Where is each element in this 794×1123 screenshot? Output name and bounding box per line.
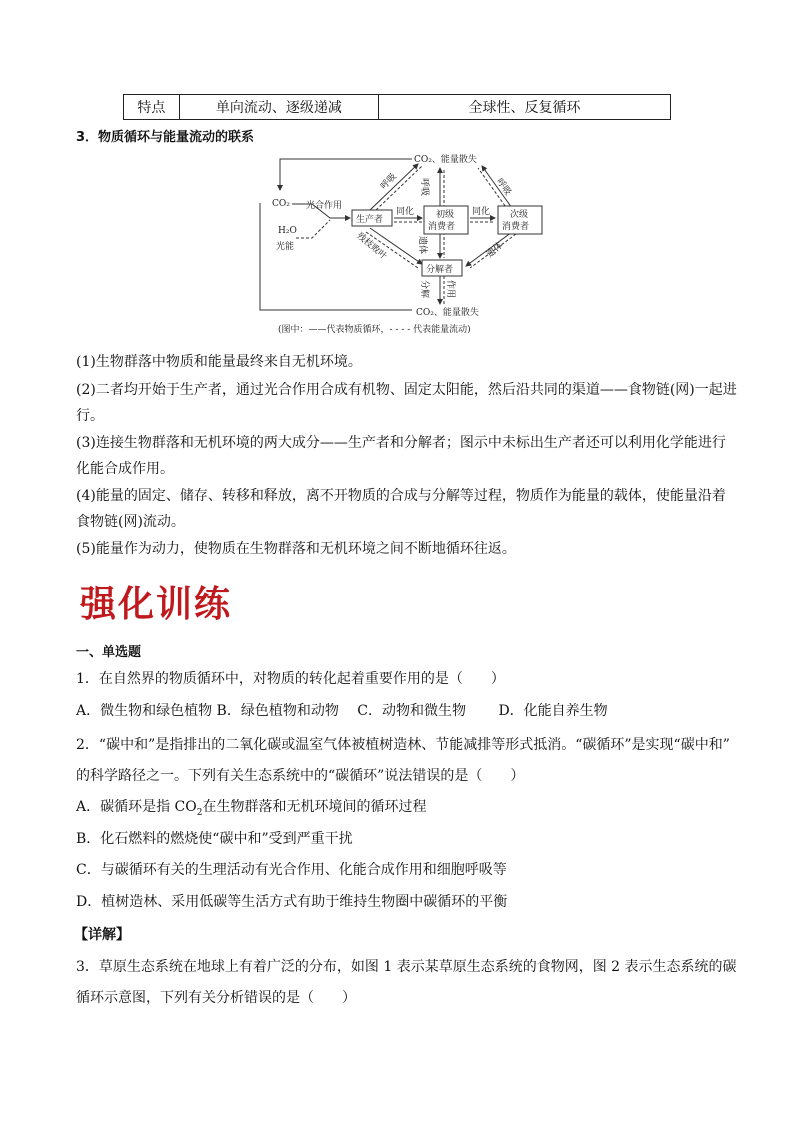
photosynthesis-label: 光合作用 xyxy=(306,201,343,211)
respiration-label-2: 呼吸 xyxy=(419,178,429,197)
para-4-line-1: (4)能量的固定、储存、转移和释放，离不开物质的合成与分解等过程，物质作为能量的载体，使能量沿着 xyxy=(76,488,726,504)
q2-stem-line-2: 的科学路径之一。下列有关生态系统中的“碳循环”说法错误的是（ ） xyxy=(76,768,525,784)
diagram-caption: (图中：——代表物质循环，- - - - 代表能量流动) xyxy=(278,325,471,335)
q3-stem-line-1: 3．草原生态系统在地球上有着广泛的分布，如图 1 表示某草原生态系统的食物网，图 2 表示生态系统的碳 xyxy=(76,959,737,975)
para-2-line-1: (2)二者均开始于生产者，通过光合作用合成有机物、固定太阳能，然后沿共同的渠道——食物链(网)一起进 xyxy=(76,382,737,398)
para-5: (5)能量作为动力，使物质在生物群落和无机环境之间不断地循环往返。 xyxy=(76,541,516,557)
para-2-line-2: 行。 xyxy=(76,408,104,424)
comparison-table-row xyxy=(123,94,671,120)
cycle-diagram xyxy=(250,148,550,338)
q2-option-c: C．与碳循环有关的生理活动有光合作用、化能合成作用和细胞呼吸等 xyxy=(76,862,507,878)
secondary-consumer-label-1: 次级 xyxy=(510,210,529,220)
primary-consumer-label-1: 初级 xyxy=(436,210,455,220)
training-banner: 强化训练 xyxy=(80,583,233,625)
litter-label: 残枝败叶 xyxy=(354,231,389,262)
q1-stem: 1．在自然界的物质循环中，对物质的转化起着重要作用的是（ ） xyxy=(76,671,505,687)
q2-option-d: D．植树造林、采用低碳等生活方式有助于维持生物圈中碳循环的平衡 xyxy=(76,894,508,910)
light-label: 光能 xyxy=(276,242,295,252)
para-1: (1)生物群落中物质和能量最终来自无机环境。 xyxy=(76,354,362,370)
h2o-label: H₂O xyxy=(278,226,297,236)
decomposer-label: 分解者 xyxy=(426,265,454,275)
q3-stem-line-2: 循环示意图，下列有关分析错误的是（ ） xyxy=(76,990,356,1006)
remains-label-1: 遗体 xyxy=(417,236,427,255)
primary-consumer-label-2: 消费者 xyxy=(428,222,456,232)
q2-option-a-pre: A．碳循环是指 CO xyxy=(76,799,197,815)
decompose-label-2: 作用 xyxy=(445,280,455,299)
remains-label-2: 遗体 xyxy=(485,240,506,260)
respiration-label-1: 呼吸 xyxy=(379,171,399,192)
q2-option-b: B．化石燃料的燃烧使“碳中和”受到严重干扰 xyxy=(76,831,353,847)
respiration-label-3: 呼吸 xyxy=(493,177,513,198)
assimilation-label-2: 同化 xyxy=(472,207,491,217)
co2-energy-bottom-label: CO₂、能量散失 xyxy=(416,308,479,318)
q1-options: A．微生物和绿色植物 B．绿色植物和动物 C．动物和微生物 D．化能自养生物 xyxy=(76,703,608,719)
para-4-line-2: 食物链(网)流动。 xyxy=(76,514,185,530)
single-choice-heading: 一、单选题 xyxy=(76,645,142,660)
secondary-consumer-label-2: 消费者 xyxy=(502,222,530,232)
co2-energy-top-label: CO₂、能量散失 xyxy=(414,155,477,165)
co2-left-label: CO₂ xyxy=(272,199,290,209)
table-cell-matter-cycle: 全球性、反复循环 xyxy=(468,100,581,116)
section-3-title: 3．物质循环与能量流动的联系 xyxy=(76,130,255,145)
table-cell-energy-flow: 单向流动、逐级递减 xyxy=(180,95,379,119)
q2-option-a-post: 在生物群落和无机环境间的循环过程 xyxy=(202,799,427,815)
q2-option-a-sub: 2 xyxy=(196,807,203,818)
table-cell-feature: 特点 xyxy=(124,95,180,119)
light-arrow xyxy=(296,220,330,238)
producer-label: 生产者 xyxy=(356,215,384,225)
assimilation-label-1: 同化 xyxy=(396,207,415,217)
q2-stem-line-1: 2．“碳中和”是指排出的二氧化碳或温室气体被植树造林、节能减排等形式抵消。“碳循环”是实现“碳中和” xyxy=(76,737,730,753)
para-3-line-1: (3)连接生物群落和无机环境的两大成分——生产者和分解者；图示中未标出生产者还可以利用化学能进行 xyxy=(76,435,726,451)
para-3-line-2: 化能合成作用。 xyxy=(76,461,174,477)
decompose-label-1: 分解 xyxy=(419,280,429,299)
q2-detail-label: 【详解】 xyxy=(74,927,130,943)
producer-resp-arrow xyxy=(370,164,418,210)
q2-option-a xyxy=(76,797,426,823)
